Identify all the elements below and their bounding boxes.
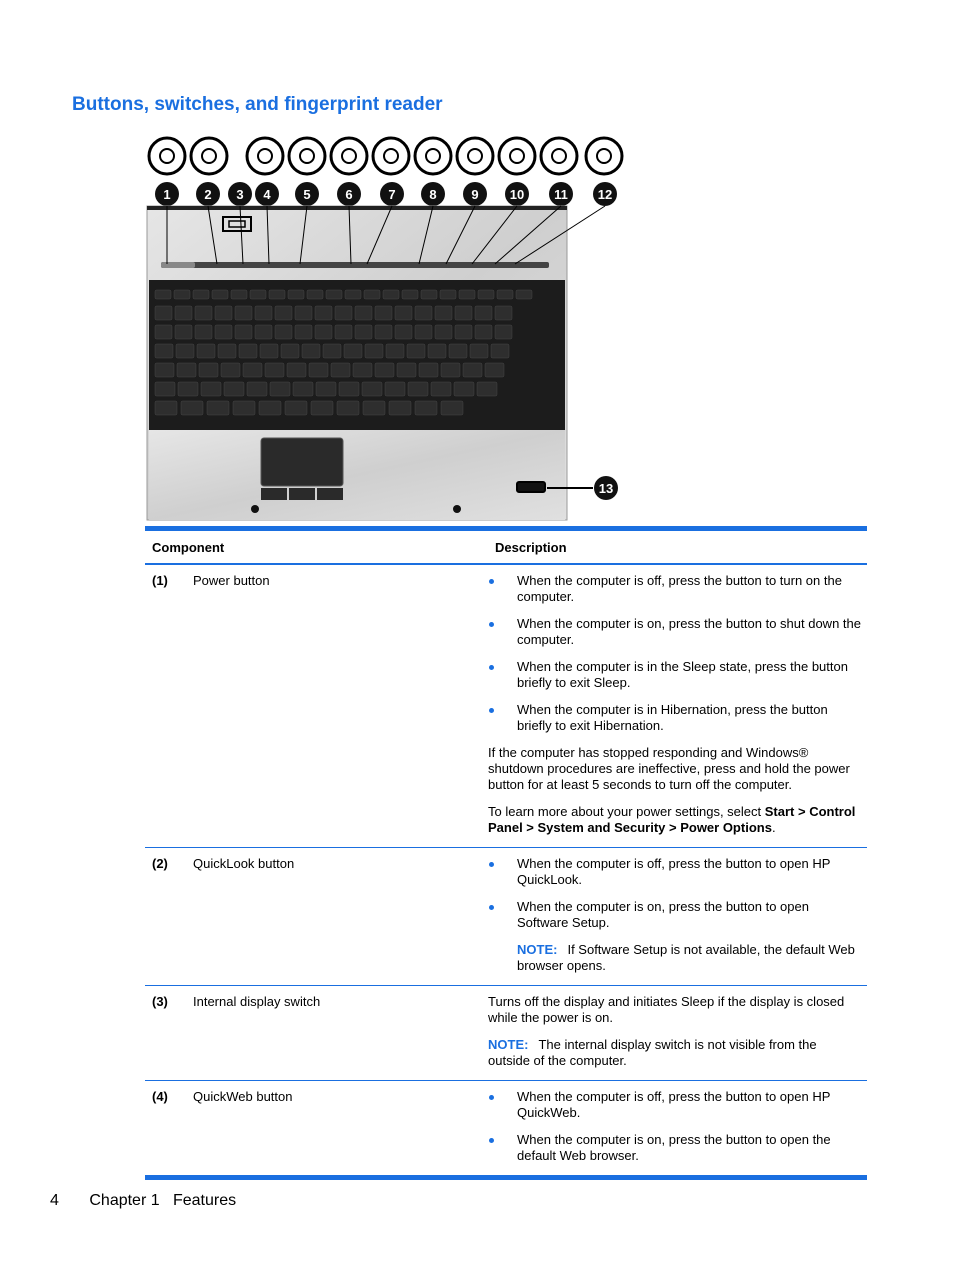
key [440,290,456,299]
key [155,325,172,339]
key [415,306,432,320]
key [259,401,281,415]
page-footer [50,1192,236,1210]
key [455,306,472,320]
key [207,401,229,415]
table-row: (3) Internal display switch Turns off the display and initiates Sleep if the display is closed while the power is on. NOTE: The internal display switch is not visible from the outside of the computer. [145,986,867,1080]
num-lock-icon [415,138,451,174]
key [270,382,290,396]
svg-text:3: 3 [236,187,244,202]
key [323,344,341,358]
key [193,290,209,299]
key [326,290,342,299]
key [353,363,372,377]
key [195,325,212,339]
key [307,290,323,299]
key [397,363,416,377]
key [516,290,532,299]
key [155,306,172,320]
volume-up-icon [541,138,577,174]
svg-text:9: 9 [471,187,479,202]
key [235,325,252,339]
key [155,401,177,415]
laptop-keyboard-illustration [145,132,625,522]
key [497,290,513,299]
key [495,306,512,320]
key [355,325,372,339]
key [365,344,383,358]
callout-6 [337,182,361,206]
key [235,306,252,320]
key [175,325,192,339]
key [355,306,372,320]
key [295,325,312,339]
callout-5 [295,182,319,206]
key [435,306,452,320]
fingerprint-reader [517,482,545,492]
callout-12 [593,182,617,206]
key [175,306,192,320]
touchpad-middle-button [289,488,315,500]
svg-text:10: 10 [509,187,525,202]
key [197,344,215,358]
svg-text:7: 7 [388,187,396,202]
key [441,401,463,415]
svg-text:8: 8 [429,187,437,202]
key [470,344,488,358]
key [309,363,328,377]
key [375,325,392,339]
key [428,344,446,358]
key [302,344,320,358]
key [485,363,504,377]
key [221,363,240,377]
key [233,401,255,415]
callout-7 [380,182,404,206]
key [335,325,352,339]
key [395,306,412,320]
key [375,363,394,377]
quicklook-icon [191,138,227,174]
svg-text:11: 11 [554,187,568,202]
key [281,344,299,358]
callout-3 [228,182,252,206]
key [364,290,380,299]
key [265,363,284,377]
key [199,363,218,377]
key [441,363,460,377]
callout-8 [421,182,445,206]
touchpad-left-button [261,488,287,500]
power-icon [149,138,185,174]
key [491,344,509,358]
component-table [145,526,867,1180]
key [315,325,332,339]
key [212,290,228,299]
key [295,306,312,320]
key [386,344,404,358]
bullet-item: When the computer is off, press the button to open HP QuickWeb. [488,1089,861,1121]
palm-rest [149,430,565,520]
table-row: (1) Power button When the computer is off, press the button to turn on the computer. When the computer is on, press the button to shut down the computer. When the computer is in the Sleep state, press the button briefly to exit Sleep. When the computer is in Hibernation, press the button briefly to exit Hibernation. If the computer has stopped responding and Windows® shutdown procedures are ineffective, press and hold the power button for at least 5 seconds to turn off the computer. To learn more about your power settings, select Start > Control Panel > System and Security > Power Options. [152,573,861,835]
key [155,344,173,358]
key [239,344,257,358]
key [419,363,438,377]
paragraph: Turns off the display and initiates Sleep if the display is closed while the power is on. [488,994,845,1025]
bullet-item: When the computer is on, press the button to open Software Setup. [488,899,861,931]
caps-lock-icon [373,138,409,174]
touchpad [261,438,343,486]
key [459,290,475,299]
callout-row [155,182,617,206]
bullet-item: When the computer is off, press the button to open HP QuickLook. [488,856,861,888]
callout-1 [155,182,179,206]
key [315,306,332,320]
key [495,325,512,339]
mute-icon [457,138,493,174]
key [181,401,203,415]
key [389,401,411,415]
callout-10 [505,182,529,206]
touchpad-icon [331,138,367,174]
key [415,401,437,415]
key [431,382,451,396]
key [250,290,266,299]
callout-11 [549,182,573,206]
key [415,325,432,339]
key [375,306,392,320]
key [385,382,405,396]
key [275,306,292,320]
bullet-item: When the computer is on, press the button to shut down the computer. [488,616,861,648]
power-button-strip [161,262,195,268]
key [155,290,171,299]
header-component: Component [152,539,225,555]
table-header [145,531,867,563]
key [407,344,425,358]
quickweb-icon [247,138,283,174]
note: NOTE: The internal display switch is not visible from the outside of the computer. [488,1037,817,1068]
key [215,306,232,320]
key [174,290,190,299]
key [243,363,262,377]
button-strip [161,262,549,268]
svg-text:1: 1 [163,187,171,202]
key [311,401,333,415]
table-row: (2) QuickLook button When the computer is off, press the button to open HP QuickLook. When the computer is on, press the button to open Software Setup. NOTE: If Software Setup is not available, the default Web browser opens. [145,848,867,985]
key [224,382,244,396]
key [344,344,362,358]
key [201,382,221,396]
key [475,325,492,339]
svg-text:4: 4 [263,187,271,202]
key [363,401,385,415]
key [288,290,304,299]
key [475,306,492,320]
bullet-item: When the computer is in Hibernation, press the button briefly to exit Hibernation. [488,702,861,734]
header-description: Description [495,539,567,555]
key [285,401,307,415]
table-row: (4) QuickWeb button When the computer is off, press the button to open HP QuickWeb. When the computer is on, press the button to open the default Web browser. [145,1081,867,1175]
paragraph: To learn more about your power settings, select Start > Control Panel > System and Security > Power Options. [488,804,856,835]
key [177,363,196,377]
key [195,306,212,320]
key [269,290,285,299]
key [421,290,437,299]
key [362,382,382,396]
key [463,363,482,377]
svg-text:6: 6 [345,187,353,202]
svg-text:12: 12 [597,187,613,202]
key [287,363,306,377]
key [337,401,359,415]
svg-text:13: 13 [598,481,614,496]
svg-text:2: 2 [204,187,212,202]
page-title: Buttons, switches, and fingerprint reader [72,94,443,115]
key [477,382,497,396]
key [449,344,467,358]
key [345,290,361,299]
key [454,382,474,396]
callout-2 [196,182,220,206]
key [275,325,292,339]
key [255,306,272,320]
key [331,363,350,377]
key [478,290,494,299]
key [260,344,278,358]
key [316,382,336,396]
key [435,325,452,339]
key [215,325,232,339]
chapter-label: Chapter 1 Features [89,1192,237,1209]
key [255,325,272,339]
bullet-item: When the computer is on, press the button to open the default Web browser. [488,1132,861,1164]
key [231,290,247,299]
key [395,325,412,339]
key [155,382,175,396]
key [218,344,236,358]
key [155,363,174,377]
bullet-item: When the computer is in the Sleep state, press the button briefly to exit Sleep. [488,659,861,691]
svg-text:5: 5 [303,187,311,202]
key [335,306,352,320]
calculator-icon [586,138,622,174]
key [176,344,194,358]
key [247,382,267,396]
key [383,290,399,299]
page-number: 4 [50,1192,59,1209]
volume-down-icon [499,138,535,174]
key [408,382,428,396]
key [455,325,472,339]
key [293,382,313,396]
touchpad-right-button [317,488,343,500]
paragraph: If the computer has stopped responding and Windows® shutdown procedures are ineffective, press and hold the power button for at least 5 seconds to turn off the computer. [488,745,850,792]
hinge-edge [147,206,567,210]
key [178,382,198,396]
icon-row [149,138,622,174]
bullet-item: When the computer is off, press the button to turn on the computer. [488,573,861,605]
callout-9 [463,182,487,206]
callout-4 [255,182,279,206]
key [339,382,359,396]
key [402,290,418,299]
wireless-icon [289,138,325,174]
note: NOTE: If Software Setup is not available, the default Web browser opens. [517,942,855,973]
